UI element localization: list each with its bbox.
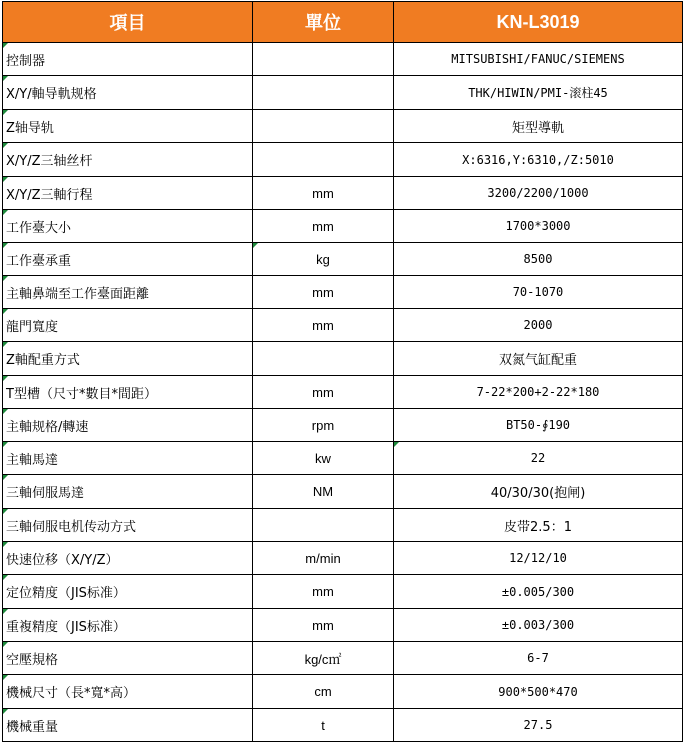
spec-item: 主軸规格/轉速 [3,409,253,442]
spec-unit: kw [253,442,394,475]
spec-value: 3200/2200/1000 [394,177,683,210]
table-row [3,143,683,177]
spec-item: 工作臺大小 [3,210,253,243]
spec-unit: mm [253,376,394,409]
table-row [3,177,683,210]
spec-unit: t [253,709,394,742]
table-row [3,309,683,342]
spec-value: 矩型導軌 [394,110,683,143]
spec-item: 快速位移（X/Y/Z） [3,542,253,575]
table-row [3,243,683,276]
spec-item: X/Y/軸导軌规格 [3,76,253,110]
header-item: 項目 [3,2,253,43]
spec-value: 1700*3000 [394,210,683,243]
spec-value: 70-1070 [394,276,683,309]
spec-item: X/Y/Z三轴丝杆 [3,143,253,177]
spec-item: 重複精度（JIS标准） [3,609,253,642]
spec-value: ±0.005/300 [394,575,683,609]
spec-unit [253,110,394,143]
spec-unit [253,509,394,542]
spec-value: 27.5 [394,709,683,742]
spec-unit [253,76,394,110]
spec-unit: rpm [253,409,394,442]
spec-value: X:6316,Y:6310,/Z:5010 [394,143,683,177]
spec-item: 控制器 [3,43,253,76]
header-model: KN-L3019 [394,2,683,43]
table-row [3,342,683,376]
spec-unit [253,342,394,376]
spec-unit: mm [253,575,394,609]
spec-item: 工作臺承重 [3,243,253,276]
spec-unit: mm [253,177,394,210]
spec-item: Z軸配重方式 [3,342,253,376]
table-row [3,110,683,143]
spec-item: T型槽（尺寸*數目*間距） [3,376,253,409]
table-row [3,642,683,675]
spec-unit: m/min [253,542,394,575]
spec-item: 空壓規格 [3,642,253,675]
spec-unit: mm [253,276,394,309]
spec-item: 定位精度（JIS标准） [3,575,253,609]
spec-value: 双氮气缸配重 [394,342,683,376]
table-row [3,210,683,243]
spec-item: 三軸伺服馬達 [3,475,253,509]
header-unit: 單位 [253,2,394,43]
spec-value: THK/HIWIN/PMI-滚柱45 [394,76,683,110]
spec-unit [253,143,394,177]
spec-item: 主軸鼻端至工作臺面距離 [3,276,253,309]
spec-item: 龍門寬度 [3,309,253,342]
table-row [3,475,683,509]
spec-item: Z轴导轨 [3,110,253,143]
table-row [3,675,683,709]
spec-value: 22 [394,442,683,475]
spec-value: 40/30/30(抱闸) [394,475,683,509]
table-row [3,76,683,110]
spec-unit: NM [253,475,394,509]
spec-table [2,1,683,742]
spec-value: 6-7 [394,642,683,675]
spec-body [3,43,683,742]
spec-unit: cm [253,675,394,709]
spec-item: 機械尺寸（長*寬*高） [3,675,253,709]
spec-value: 900*500*470 [394,675,683,709]
table-row [3,609,683,642]
table-row [3,276,683,309]
spec-value: 皮带2.5：1 [394,509,683,542]
spec-value: MITSUBISHI/FANUC/SIEMENS [394,43,683,76]
spec-item: X/Y/Z三軸行程 [3,177,253,210]
table-row [3,542,683,575]
table-row [3,409,683,442]
spec-value: ±0.003/300 [394,609,683,642]
spec-item: 三軸伺服电机传动方式 [3,509,253,542]
spec-value: 7-22*200+2-22*180 [394,376,683,409]
spec-value: 2000 [394,309,683,342]
spec-unit: kg/c㎡ [253,642,394,675]
spec-item: 主軸馬達 [3,442,253,475]
spec-unit: mm [253,609,394,642]
table-row [3,575,683,609]
spec-item: 機械重量 [3,709,253,742]
spec-unit [253,43,394,76]
spec-value: 12/12/10 [394,542,683,575]
spec-unit: mm [253,309,394,342]
table-row [3,709,683,742]
table-row [3,43,683,76]
table-row [3,509,683,542]
table-row [3,376,683,409]
spec-unit: kg [253,243,394,276]
table-row [3,442,683,475]
spec-unit: mm [253,210,394,243]
header-row [3,2,683,43]
spec-value: BT50-∮190 [394,409,683,442]
spec-value: 8500 [394,243,683,276]
